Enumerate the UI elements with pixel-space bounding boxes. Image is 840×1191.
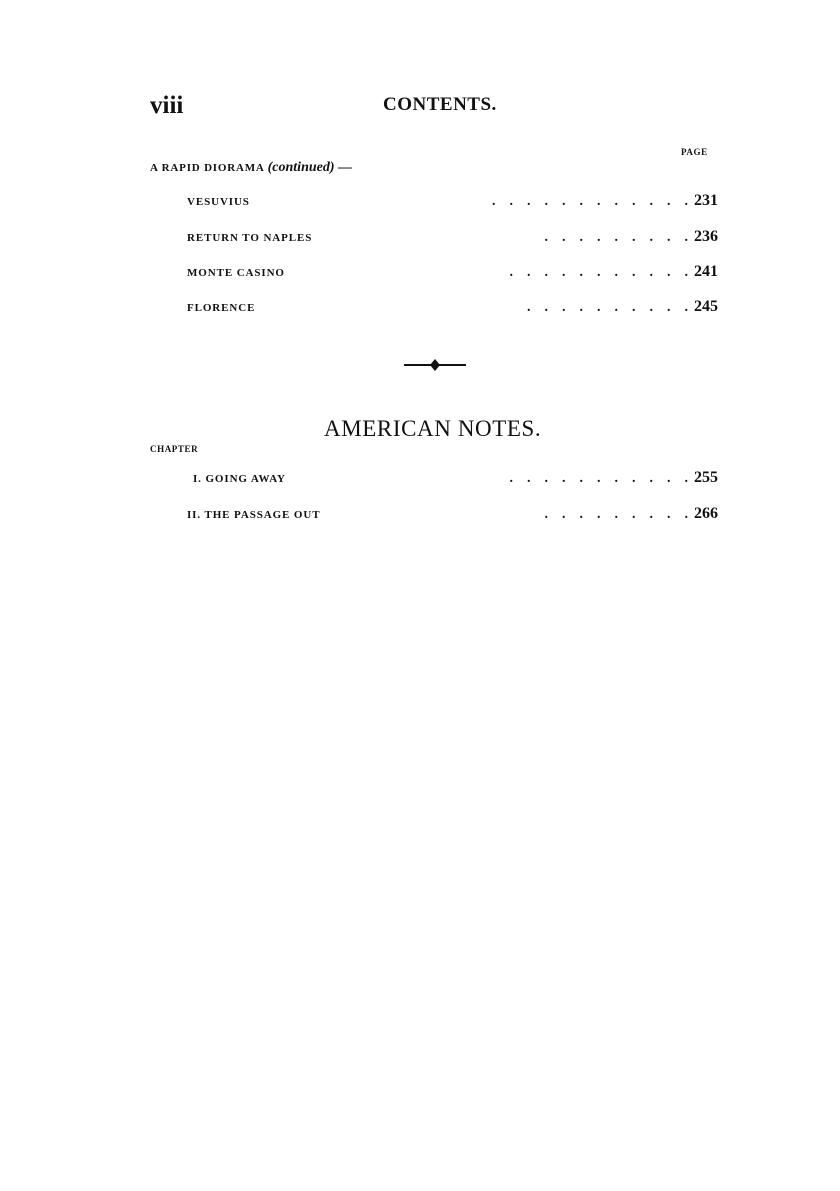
toc-entry-title: I. GOING AWAY: [193, 473, 286, 485]
section-heading: [150, 160, 352, 176]
toc-entry-return-to-naples: [187, 228, 718, 250]
toc-entry-monte-casino: [187, 263, 718, 285]
page-column-label: PAGE: [681, 147, 708, 157]
dot-leader: . . . . . . . . . . . .: [492, 194, 688, 209]
dot-leader: . . . . . . . . . . .: [509, 265, 688, 280]
page-number: viii: [150, 92, 184, 119]
running-head: CONTENTS.: [383, 94, 497, 115]
ornament-rule: [404, 358, 466, 372]
part-title: AMERICAN NOTES.: [324, 416, 542, 441]
dot-leader: . . . . . . . . .: [544, 507, 688, 522]
section-heading-continued: (continued) —: [267, 160, 353, 175]
toc-entry-vesuvius: [187, 192, 718, 214]
dot-leader: . . . . . . . . . .: [527, 300, 688, 315]
toc-entry-florence: [187, 298, 718, 320]
toc-entry-title: VESUVIUS: [187, 196, 250, 208]
toc-entry-title: RETURN TO NAPLES: [187, 232, 313, 244]
toc-entry-page: 255: [694, 469, 718, 486]
toc-entry-title: II. THE PASSAGE OUT: [187, 509, 321, 521]
toc-entry-passage-out: [187, 505, 718, 527]
toc-entry-page: 241: [694, 263, 718, 280]
chapter-column-label: CHAPTER: [150, 444, 199, 454]
toc-entry-page: 231: [694, 192, 718, 209]
section-heading-title: A RAPID DIORAMA: [150, 162, 265, 174]
dot-leader: . . . . . . . . .: [544, 230, 688, 245]
toc-entry-page: 236: [694, 228, 718, 245]
toc-entry-page: 245: [694, 298, 718, 315]
toc-entry-going-away: [193, 469, 718, 491]
dot-leader: . . . . . . . . . . .: [509, 471, 688, 486]
toc-entry-title: FLORENCE: [187, 302, 256, 314]
toc-entry-page: 266: [694, 505, 718, 522]
toc-entry-title: MONTE CASINO: [187, 267, 285, 279]
